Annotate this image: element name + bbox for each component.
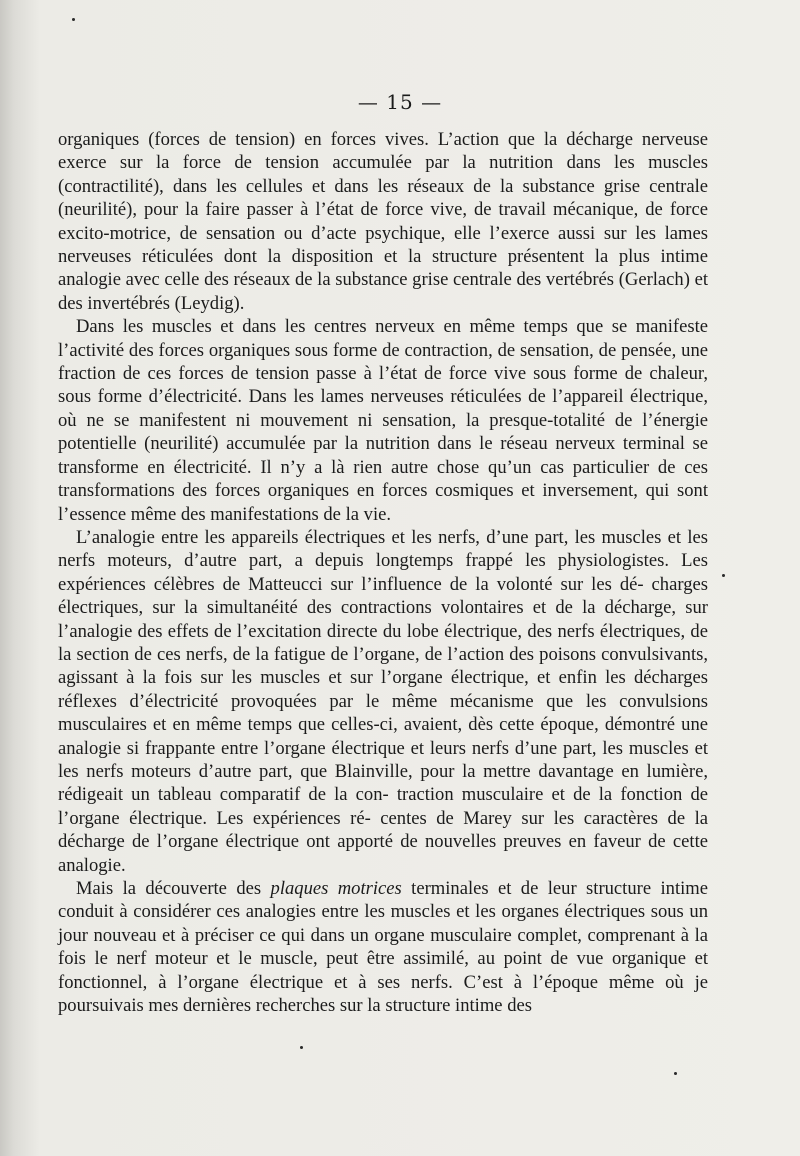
- paragraph-4: [58, 877, 708, 1017]
- paragraph-4-emphasis: plaques motrices: [270, 878, 402, 899]
- print-speck: [300, 1046, 303, 1049]
- paragraph-2: Dans les muscles et dans les centres nerveux en même temps que se manifeste l’activité des forces organiques sous forme de contraction, de sensation, de pensée, une fraction de ces forces de tension passe à l’état de force vive sous forme de chaleur, sous forme d’électricité. Dans les lames nerveuses réticulées de l’appareil électrique, où ne se manifestent ni mouvement ni sensation, la presque-totalité de l’énergie potentielle (neurilité) accumulée par la nutrition dans le réseau nerveux terminal se transforme en électricité. Il n’y a là rien autre chose qu’un cas particulier de ces transformations des forces organiques en forces cosmiques et inversement, qui sont l’essence même des manifestations de la vie.: [58, 316, 708, 525]
- body-text: [58, 128, 708, 1017]
- print-speck: [72, 18, 75, 21]
- print-speck: [722, 574, 725, 577]
- print-speck: [674, 1072, 677, 1075]
- paragraph-3: L’analogie entre les appareils électriques et les nerfs, d’une part, les muscles et les nerfs moteurs, d’autre part, a depuis longtemps frappé les physiologistes. Les expériences célèbres de Matteucci sur l’influence de la volonté sur les dé- charges électriques, sur la simultanéité des contractions volontaires et de la décharge, sur l’analogie des effets de l’excitation directe du lobe électrique, des nerfs électriques, de la section de ces nerfs, de la fatigue de l’organe, de l’action des poisons convulsivants, agissant à la fois sur les muscles et sur l’organe électrique, et enfin les décharges réflexes d’électricité provoquées par le même mécanisme que les convulsions musculaires et en même temps que celles-ci, avaient, dès cette époque, démontré une analogie si frappante entre l’organe électrique et leurs nerfs d’une part, les muscles et les nerfs moteurs d’autre part, que Blainville, pour la mettre davantage en lumière, rédigeait un tableau comparatif de la con- traction musculaire et de la fonction de l’organe électrique. Les expériences ré- centes de Marey sur les caractères de la décharge de l’organe électrique ont apporté de nouvelles preuves en faveur de cette analogie.: [58, 526, 708, 876]
- paragraph-4-before: Mais la découverte des: [76, 878, 271, 899]
- paragraph-1: organiques (forces de tension) en forces vives. L’action que la décharge nerveuse exerce sur la force de tension accumulée par la nutrition dans les muscles (contractilité), dans les cellules et dans les réseaux de la substance grise centrale (neurilité), pour la faire passer à l’état de force vive, de travail mécanique, de force excito-motrice, de sensation ou d’acte psychique, elle l’exerce aussi sur les lames nerveuses réticulées dont la disposition et la structure présentent la plus intime analogie avec celle des réseaux de la substance grise centrale des vertébrés (Gerlach) et des invertébrés (Leydig).: [58, 129, 708, 314]
- paragraph-4-after: terminales et de leur structure intime conduit à considérer ces analogies entre les muscles et les organes électriques sous un jour nouveau et à préciser ce qui dans un organe musculaire complet, comprenant à la fois le nerf moteur et le muscle, peut être assimilé, au point de vue organique et fonctionnel, à l’organe électrique et à ses nerfs. C’est à l’époque même où je poursuivais mes dernières recherches sur la structure intime des: [58, 878, 708, 1017]
- page-number: — 15 —: [357, 90, 443, 114]
